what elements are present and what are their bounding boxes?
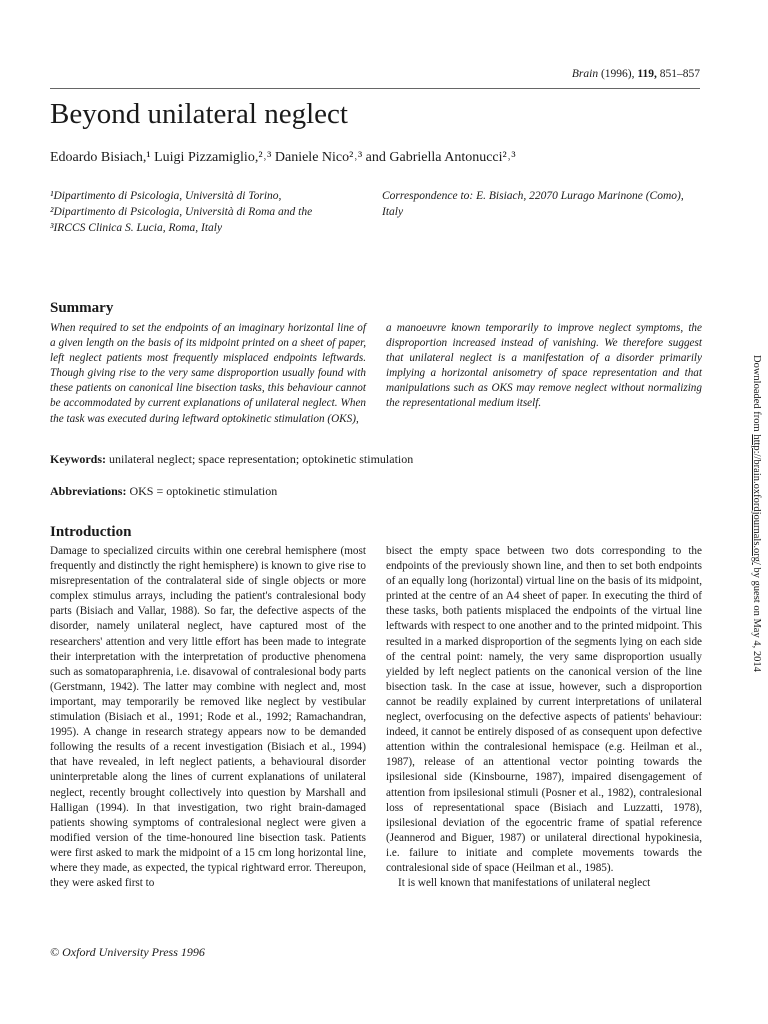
watermark-link[interactable]: http://brain.oxfordjournals.org/ [751, 434, 762, 565]
summary-text-left: When required to set the endpoints of an imaginary horizontal line of a given length on the basis of its midpoint printed on a sheet of paper, left neglect patients most frequently misplaced endpoints leftwards. Though giving rise to the very same disproportion usually found with these patients on canonical line bisection tasks, this behaviour cannot be accommodated by current explanations of unilateral neglect. When the task was executed during leftward optokinetic stimulation (OKS), [50, 322, 366, 425]
correspondence: Correspondence to: E. Bisiach, 22070 Lurago Marinone (Como), Italy [382, 190, 684, 218]
introduction-paragraph: bisect the empty space between two dots corresponding to the endpoints of the previously shown line, and then to set both endpoints of an equally long (horizontal) virtual line on the basis of its midpoint, printed at the centre of an A4 sheet of paper. In executing the third of these tasks, both patients misplaced the endpoints of the virtual line leftwards with respect to one another and to the printed midpoint. This resulted in a marked disproportion of the segments lying on each side of the central point: namely, the very same disproportion usually yielded by left neglect patients on the canonical version of the line bisection task. In the case at issue, however, such a disproportion cannot be readily explained by current interpretations of unilateral neglect, overfocusing on the defective aspects of patients' behaviour: indeed, it cannot be entirely disposed of as consequent upon defective attention within the contralesional hemispace (e.g. Heilman et al., 1987), release of an attentional vector pointing towards the ipsilesional side (Kinsbourne, 1987), impaired disengagement of attention from ipsilesional stimuli (Posner et al., 1982), contralesional loss of representational space (Bisiach and Luzzatti, 1978), ipsilesional deviation of the egocentric frame of spatial reference (Jeannerod and Biguer, 1987) or unilateral directional hypokinesia, i.e. failure to initiate and complete movements towards the contralesional side of space (Heilman et al., 1985). [386, 545, 702, 874]
citation-pages: 851–857 [659, 68, 700, 80]
journal-citation [572, 68, 700, 80]
summary-heading: Summary [50, 300, 114, 316]
author-list: Edoardo Bisiach,¹ Luigi Pizzamiglio,²˒³ Daniele Nico²˒³ and Gabriella Antonucci²˒³ [50, 150, 516, 165]
journal-name: Brain [571, 68, 599, 80]
affiliation-line: ³IRCCS Clinica S. Lucia, Roma, Italy [50, 222, 223, 234]
abbreviations-text: OKS = optokinetic stimulation [129, 484, 278, 498]
citation-volume: 119, [637, 68, 657, 80]
header-rule [50, 88, 700, 89]
abbreviations-label: Abbreviations: [50, 484, 127, 498]
article-title: Beyond unilateral neglect [50, 98, 348, 130]
introduction-text-left: Damage to specialized circuits within one cerebral hemisphere (most frequently and distinctly the right hemisphere) is known to give rise to misrepresentation of the contralateral side of single objects or more complex stimulus arrays, including the patient's contralesional body parts (Bisiach and Vallar, 1988). So far, the defective aspects of the disorder, namely unilateral neglect, have captured most of the researchers' attention and very little effort has been made to integrate their interpretation with the interpretation of productive phenomena such as somatoparaphrenia, i.e. disavowal of contralesional body parts (Gerstmann, 1942). The latter may combine with neglect and, most important, may temporarily be removed like neglect by vestibular stimulation (Bisiach et al., 1991; Rode et al., 1992; Ramachandran, 1995). A change in research strategy appears now to be demanded following the results of a recent investigation (Bisiach et al., 1994) that have revealed, in left neglect patients, a behavioural disorder uninterpretable along the lines of current explanations of unilateral neglect, recently brought collectively into question by Marshall and Halligan (1994). In that investigation, two right brain-damaged patients showing symptoms of contralesional neglect were given a modified version of the time-honoured line bisection task. Patients were first asked to mark the midpoint of a 15 cm long horizontal line, where they made, as expected, the typical rightward error. Thereupon, they were asked first to [50, 545, 366, 890]
affiliation-line: ²Dipartimento di Psicologia, Università di Roma and the [50, 206, 313, 218]
watermark-prefix: Downloaded from [751, 355, 762, 432]
keywords [50, 452, 413, 467]
citation-year: (1996), [600, 68, 635, 80]
affiliation-line: ¹Dipartimento di Psicologia, Università di Torino, [50, 190, 282, 202]
keywords-label: Keywords: [50, 452, 106, 466]
watermark-suffix: by guest on May 4, 2014 [751, 567, 762, 672]
abbreviations [50, 484, 277, 499]
introduction-paragraph: It is well known that manifestations of unilateral neglect [398, 877, 651, 890]
copyright-notice: © Oxford University Press 1996 [50, 945, 205, 959]
introduction-column-right [386, 544, 702, 891]
introduction-heading: Introduction [50, 524, 132, 540]
keywords-text: unilateral neglect; space representation; optokinetic stimulation [109, 452, 414, 466]
summary-text-right: a manoeuvre known temporarily to improve neglect symptoms, the disproportion increased instead of vanishing. We therefore suggest that unilateral neglect is a manifestation of a disorder primarily implying a horizontal anisometry of space representation and that manipulations such as OKS may remove neglect without normalizing the representational medium itself. [386, 322, 702, 410]
download-watermark [751, 355, 762, 672]
affiliations [50, 188, 312, 236]
